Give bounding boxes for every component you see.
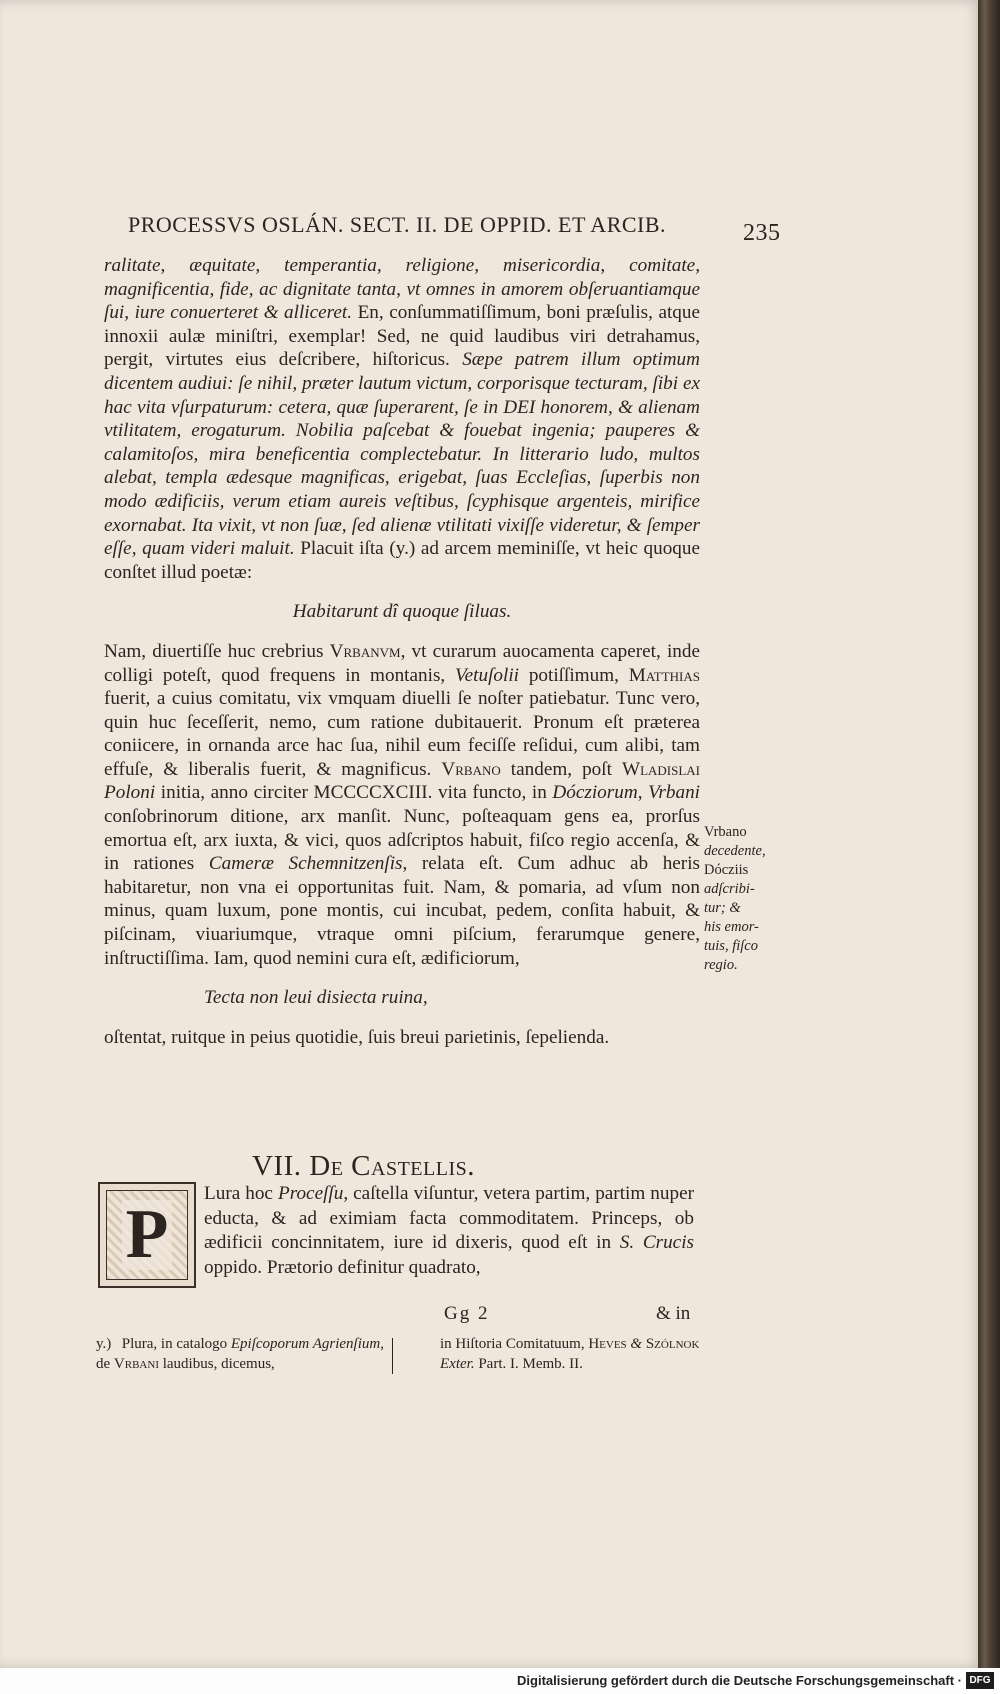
marginal-line: decedente,: [704, 843, 766, 859]
marginal-line: tuis, fiſco: [704, 938, 758, 954]
text-run: potiſſimum,: [519, 664, 629, 686]
footnote-mark: y.): [96, 1336, 112, 1352]
name-urbanum: Vrbanvm: [329, 640, 401, 662]
term-exter: Exter.: [440, 1356, 475, 1372]
text-run: Placuit iſta (y.) ad arcem meminiſſe, vt heic quoque conſtet illud poetæ:: [104, 538, 700, 583]
section-title: De Castellis.: [309, 1150, 475, 1182]
marginal-line: Vrbano: [704, 824, 747, 840]
running-head: PROCESSVS OSLÁN. SECT. II. DE OPPID. ET ARCIB.: [128, 212, 667, 237]
name-szolnok: Szólnok: [645, 1336, 700, 1352]
paragraph-1: [104, 254, 700, 584]
text-run: laudibus, dicemus,: [158, 1356, 275, 1372]
footer-bar: [0, 1668, 1000, 1694]
text-run: Nam, diuertiſſe huc crebrius: [104, 640, 330, 662]
text-run: , vt curarum auocamenta caperet, inde colligi poteſt, quod frequens in montanis,: [104, 640, 700, 686]
text-run: &: [626, 1336, 646, 1352]
text-run: , relata eſt. Cum adhuc ab heris habitaretur, non vna ei opportunitas fuit. Nam, & pomaria, ad vſum non minus, quam luxum, pone montis, cui incubat, pedem, conſita habuit, & piſcinam, viuariumque, vtraque omni piſcium, ferarumque genere, inſtructiſſima. Iam, quod nemini cura eſt, ædificiorum,: [104, 853, 700, 969]
section-paragraph: [204, 1182, 694, 1280]
marginal-line: Dócziis: [704, 862, 749, 878]
signature-mark: Gg 2: [444, 1303, 490, 1324]
text-run: Lura hoc: [204, 1183, 278, 1204]
quote-italic-2: Sæpe patrem illum optimum dicentem audiui: ſe nihil, præter lautum victum, corporisque tecturam, ſibi ex hac vita vſurpaturum: cetera, quæ ſuperarent, ſe in DEI honorem, & alienam vtilitatem, erogaturum. Nobilia paſcebat & fouebat ingenia; pauperes & calamitoſos, mira beneficentia complectebatur. In litterario ludo, multos alebat, templa ædesque magnificas, erigebat, ſuas Eccleſias, ſuperbis non modo ædificiis, verum etiam aureis veſtibus, ſcyphisque argenteis, mirifice exornabat. Ita vixit, vt non ſuæ, ſed alienæ vtilitati vixiſſe videretur, & ſemper eſſe, quam videri maluit.: [104, 349, 701, 560]
verse-2: Tecta non leui disiecta ruina,: [204, 987, 428, 1009]
text-run: oppido. Prætorio definitur quadrato,: [204, 1256, 481, 1278]
marginal-line: regio.: [704, 957, 738, 973]
name-camerae: Cameræ Schemnitzenſis: [208, 853, 403, 875]
term-processu: Proceſſu: [277, 1183, 344, 1204]
name-vrbani: Vrbani: [648, 782, 701, 804]
ornamental-initial: [98, 1182, 196, 1288]
place-crucis: S. Crucis: [619, 1232, 694, 1254]
verse-1: Habitarunt dî quoque ſiluas.: [292, 601, 512, 623]
paragraph-3: oſtentat, ruitque in peius quotidie, ſuis breui parietinis, ſepelienda.: [104, 1026, 610, 1048]
footnote-left: [96, 1334, 384, 1374]
name-wladislai: Wladislai: [621, 758, 701, 780]
text-run: in Hiſtoria Comitatuum,: [440, 1336, 589, 1352]
name-docziorum: Dócziorum: [552, 782, 638, 804]
marginal-line: adſcribi-: [704, 881, 755, 897]
dfg-logo-icon: DFG: [966, 1672, 994, 1689]
text-run: Plura, in catalogo: [118, 1336, 231, 1352]
place-vetusolii: Vetuſolii: [455, 664, 519, 686]
initial-ornament-frame: [106, 1190, 188, 1280]
text-run: Part. I. Memb. II.: [474, 1356, 583, 1372]
text-run: En, conſummatiſſimum, boni præſulis, atque innoxii aulæ miniſtri, exemplar! Sed, ne quid laudibus viri detrahamus, pergit, virtutes eius deſcribere, hiſtoricus.: [104, 302, 700, 371]
name-vrbani: Vrbani: [113, 1356, 159, 1372]
initial-letter: P: [122, 1200, 173, 1270]
marginal-note: [704, 823, 774, 975]
text-run: , caſtella viſuntur, vetera partim, partim nuper educta, & ad eximiam facta commoditatem. Princeps, ob ædificii concinnitatem, iure id dixeris, quod eſt in: [204, 1183, 694, 1254]
book-page-edge: [978, 0, 1000, 1694]
text-run: initia, anno circiter MCCCCXCIII. vita functo, in: [155, 782, 553, 804]
section-heading: [252, 1150, 475, 1183]
section-text: [204, 1182, 694, 1280]
name-poloni: Poloni: [104, 782, 156, 804]
marginal-line: his emor-: [704, 919, 759, 935]
paragraph-2: [104, 640, 700, 970]
text-run: conſobrinorum ditione, arx manſit. Nunc, poſteaquam gens ea, prorſus emortua eſt, arx iuxta, & vici, quos adſcriptos habuit, fiſco regio accenſa, & in rationes: [104, 806, 700, 875]
marginal-line: tur; &: [704, 900, 741, 916]
text-run: tandem, poſt: [500, 758, 622, 780]
page-number: 235: [743, 220, 781, 246]
text-run: fuerit, a cuius comitatu, vix vmquam diuelli ſe noſter patiebatur. Tunc vero, quin huc ſeceſſerit, nemo, cum ratione dubitauerit. Pronum eſt præterea coniicere, in ornanda arce hac ſua, nihil eum feciſſe reſidui, cum alibi, tam effuſe, & liberalis fuerit, & magnificus.: [104, 688, 700, 780]
footnote-right: [440, 1334, 700, 1374]
term-episcoporum: Epiſcoporum Agrienſium: [230, 1336, 381, 1352]
catchword: & in: [656, 1303, 691, 1324]
name-matthias: Matthias: [628, 664, 700, 686]
funding-credit: Digitalisierung gefördert durch die Deutsche Forschungsgemeinschaft ·: [517, 1673, 962, 1688]
text-run: , de: [96, 1336, 384, 1372]
main-text: [104, 254, 700, 1049]
footnote-divider: [392, 1338, 393, 1374]
name-heves: Heves: [588, 1336, 627, 1352]
name-vrbano: Vrbano: [441, 758, 501, 780]
section-number: VII.: [252, 1150, 302, 1182]
quote-italic-1: ralitate, æquitate, temperantia, religione, misericordia, comitate, magnificentia, fide, ac dignitate tanta, vt omnes in amorem obſeruantiamque ſui, iure conuerteret & alliceret.: [104, 255, 700, 324]
text-run: ,: [637, 782, 649, 804]
footnotes: [96, 1334, 700, 1374]
